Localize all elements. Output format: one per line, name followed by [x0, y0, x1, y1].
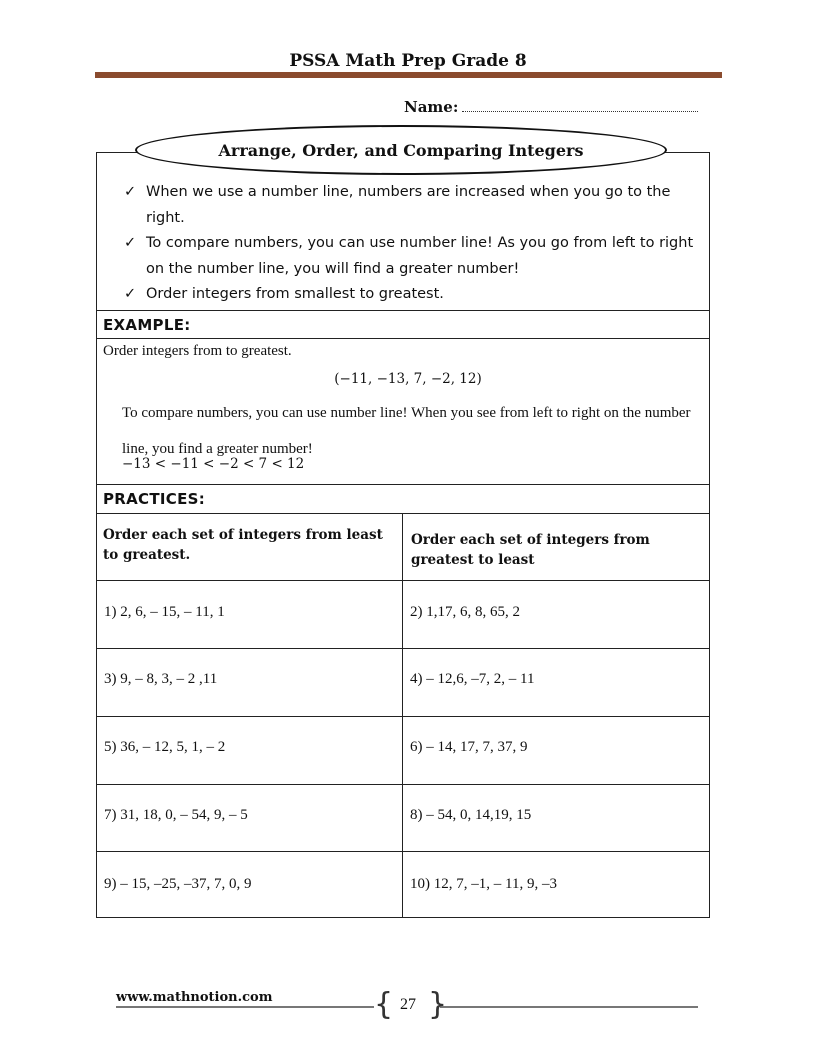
example-instruction: Order integers from to greatest.	[103, 343, 292, 359]
left-brace-icon: {	[374, 987, 394, 1022]
section-divider	[96, 513, 710, 514]
column-header-greatest-to-least: Order each set of integers from greatest to least	[411, 532, 650, 568]
lesson-title: Arrange, Order, and Comparing Integers	[218, 140, 584, 160]
problem-10: 10) 12, 7, –1, – 11, 9, –3	[410, 876, 557, 892]
checkmark-icon: ✓	[124, 184, 137, 200]
section-divider	[96, 484, 710, 485]
practices-label: PRACTICES:	[103, 490, 206, 508]
table-row-divider	[96, 851, 710, 852]
table-row-divider	[96, 784, 710, 785]
name-blank-line[interactable]	[462, 111, 698, 112]
table-row-divider	[96, 716, 710, 717]
page-number: 27	[400, 996, 416, 1013]
tip-text: Order integers from smallest to greatest.	[146, 286, 444, 302]
footer-rule-left	[116, 1006, 374, 1008]
problem-8: 8) – 54, 0, 14,19, 15	[410, 807, 532, 823]
header-rule	[95, 72, 722, 78]
problem-2: 2) 1,17, 6, 8, 65, 2	[410, 604, 520, 620]
tip-item	[124, 282, 709, 308]
footer-url: www.mathnotion.com	[116, 990, 273, 1005]
example-explanation: To compare numbers, you can use number line! When you see from left to right on the number line, you find a greater number!	[122, 405, 691, 457]
page-header-title: PSSA Math Prep Grade 8	[289, 51, 527, 71]
lesson-title-oval	[135, 125, 667, 175]
section-divider	[96, 338, 710, 339]
right-brace-icon: }	[428, 987, 448, 1022]
name-field	[404, 98, 704, 117]
problem-1: 1) 2, 6, – 15, – 11, 1	[104, 604, 225, 620]
tip-text: When we use a number line, numbers are increased when you go to the right.	[146, 184, 671, 226]
table-row-divider	[96, 580, 710, 581]
section-divider	[96, 310, 710, 311]
problem-7: 7) 31, 18, 0, – 54, 9, – 5	[104, 807, 248, 823]
table-row-divider	[96, 648, 710, 649]
problem-5: 5) 36, – 12, 5, 1, – 2	[104, 739, 226, 755]
problem-3: 3) 9, – 8, 3, – 2 ,11	[104, 671, 218, 687]
problem-6: 6) – 14, 17, 7, 37, 9	[410, 739, 528, 755]
footer-rule-right	[440, 1006, 698, 1008]
tip-item	[124, 180, 709, 231]
lesson-tips	[124, 180, 709, 308]
tip-text: To compare numbers, you can use number line! As you go from left to right on the number line, you will find a greater number!	[146, 235, 694, 277]
checkmark-icon: ✓	[124, 286, 137, 302]
tip-item	[124, 231, 709, 282]
problem-4: 4) – 12,6, –7, 2, – 11	[410, 671, 535, 687]
checkmark-icon: ✓	[124, 235, 137, 251]
column-header-least-to-greatest: Order each set of integers from least to greatest.	[103, 527, 383, 563]
name-label: Name:	[404, 98, 459, 116]
problem-9: 9) – 15, –25, –37, 7, 0, 9	[104, 876, 252, 892]
example-label: EXAMPLE:	[103, 316, 191, 334]
example-answer: −13 < −11 < −2 < 7 < 12	[122, 456, 305, 472]
example-set: (−11, −13, 7, −2, 12)	[334, 371, 482, 387]
